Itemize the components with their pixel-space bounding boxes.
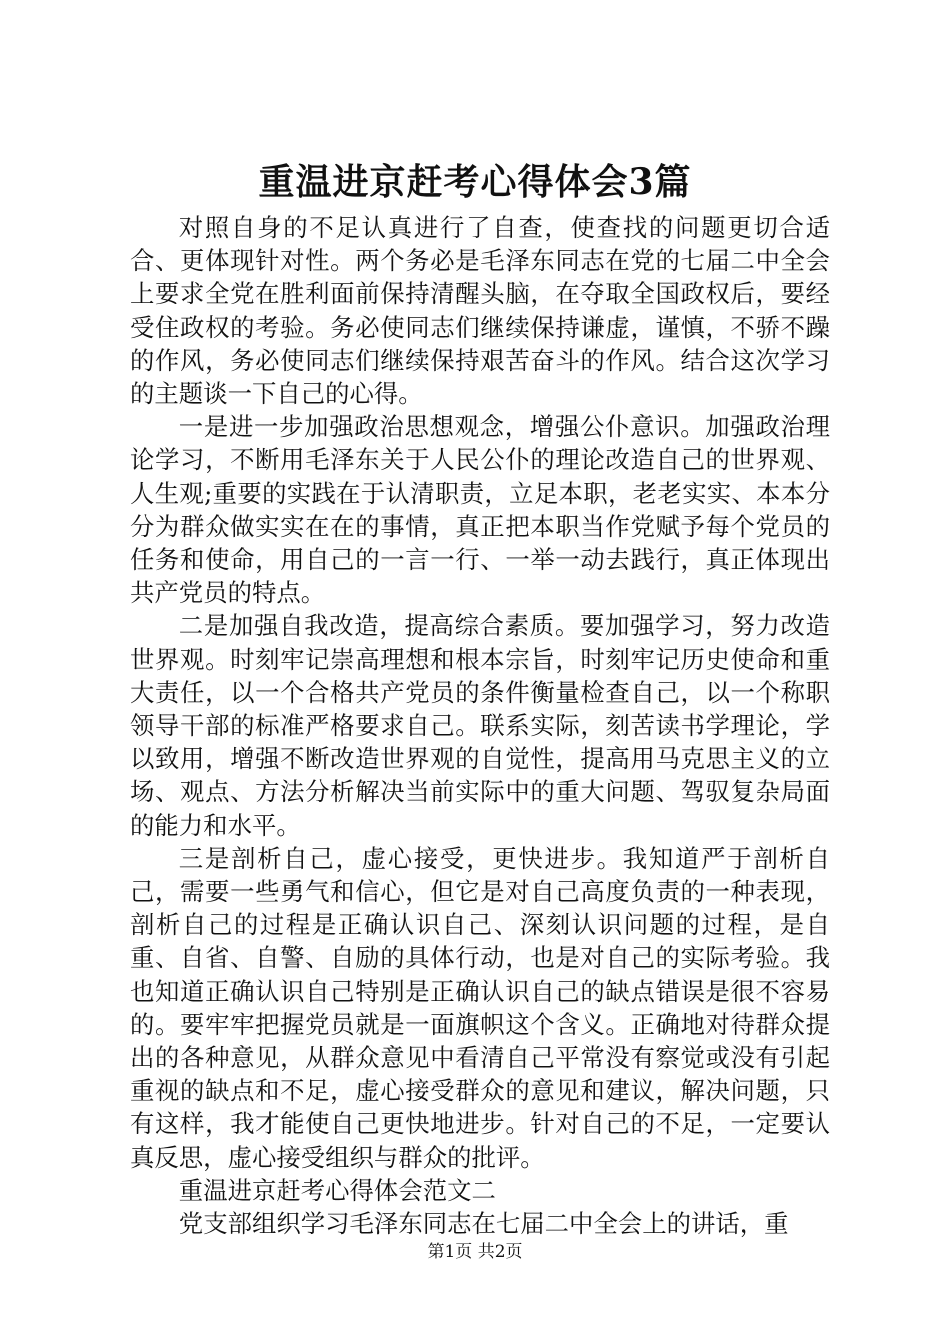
paragraph: 党支部组织学习毛泽东同志在七届二中全会上的讲话，重	[178, 1209, 789, 1239]
paragraph: 三是剖析自己，虚心接受，更快进步。我知道严于剖析自己，需要一些勇气和信心，但它是对自己高度负责的一种表现，剖析自己的过程是正确认识自己、深刻认识问题的过程，是自重、自省、自警、自励的具体行动，也是对自己的实际考验。我也知道正确认识自己特别是正确认识自己的缺点错误是很不容易的。要牢牢把握党员就是一面旗帜这个含义。正确地对待群众提出的各种意见，从群众意见中看清自己平常没有察觉或没有引起重视的缺点和不足，虚心接受群众的意见和建议，解决问题，只有这样，我才能使自己更快地进步。针对自己的不足，一定要认真反思，虚心接受组织与群众的批评。	[130, 843, 830, 1172]
section-subheading: 重温进京赶考心得体会范文二	[178, 1175, 496, 1205]
page-number-footer: 第1页 共2页	[427, 1242, 523, 1262]
document-body	[130, 211, 830, 1240]
page-title: 重温进京赶考心得体会3篇	[258, 161, 692, 203]
paragraph: 一是进一步加强政治思想观念，增强公仆意识。加强政治理论学习，不断用毛泽东关于人民公仆的理论改造自己的世界观、人生观;重要的实践在于认清职责，立足本职，老老实实、本本分分为群众做实实在在的事情，真正把本职当作党赋予每个党员的任务和使命，用自己的一言一行、一举一动去践行，真正体现出共产党员的特点。	[130, 412, 830, 608]
paragraph: 二是加强自我改造，提高综合素质。要加强学习，努力改造世界观。时刻牢记崇高理想和根本宗旨，时刻牢记历史使命和重大责任，以一个合格共产党员的条件衡量检查自己，以一个称职领导干部的标准严格要求自己。联系实际，刻苦读书学理论，学以致用，增强不断改造世界观的自觉性，提高用马克思主义的立场、观点、方法分析解决当前实际中的重大问题、驾驭复杂局面的能力和水平。	[130, 611, 830, 840]
paragraph: 对照自身的不足认真进行了自查，使查找的问题更切合适合、更体现针对性。两个务必是毛泽东同志在党的七届二中全会上要求全党在胜利面前保持清醒头脑，在夺取全国政权后，要经受住政权的考验。务必使同志们继续保持谦虚，谨慎，不骄不躁的作风，务必使同志们继续保持艰苦奋斗的作风。结合这次学习的主题谈一下自己的心得。	[130, 213, 830, 409]
